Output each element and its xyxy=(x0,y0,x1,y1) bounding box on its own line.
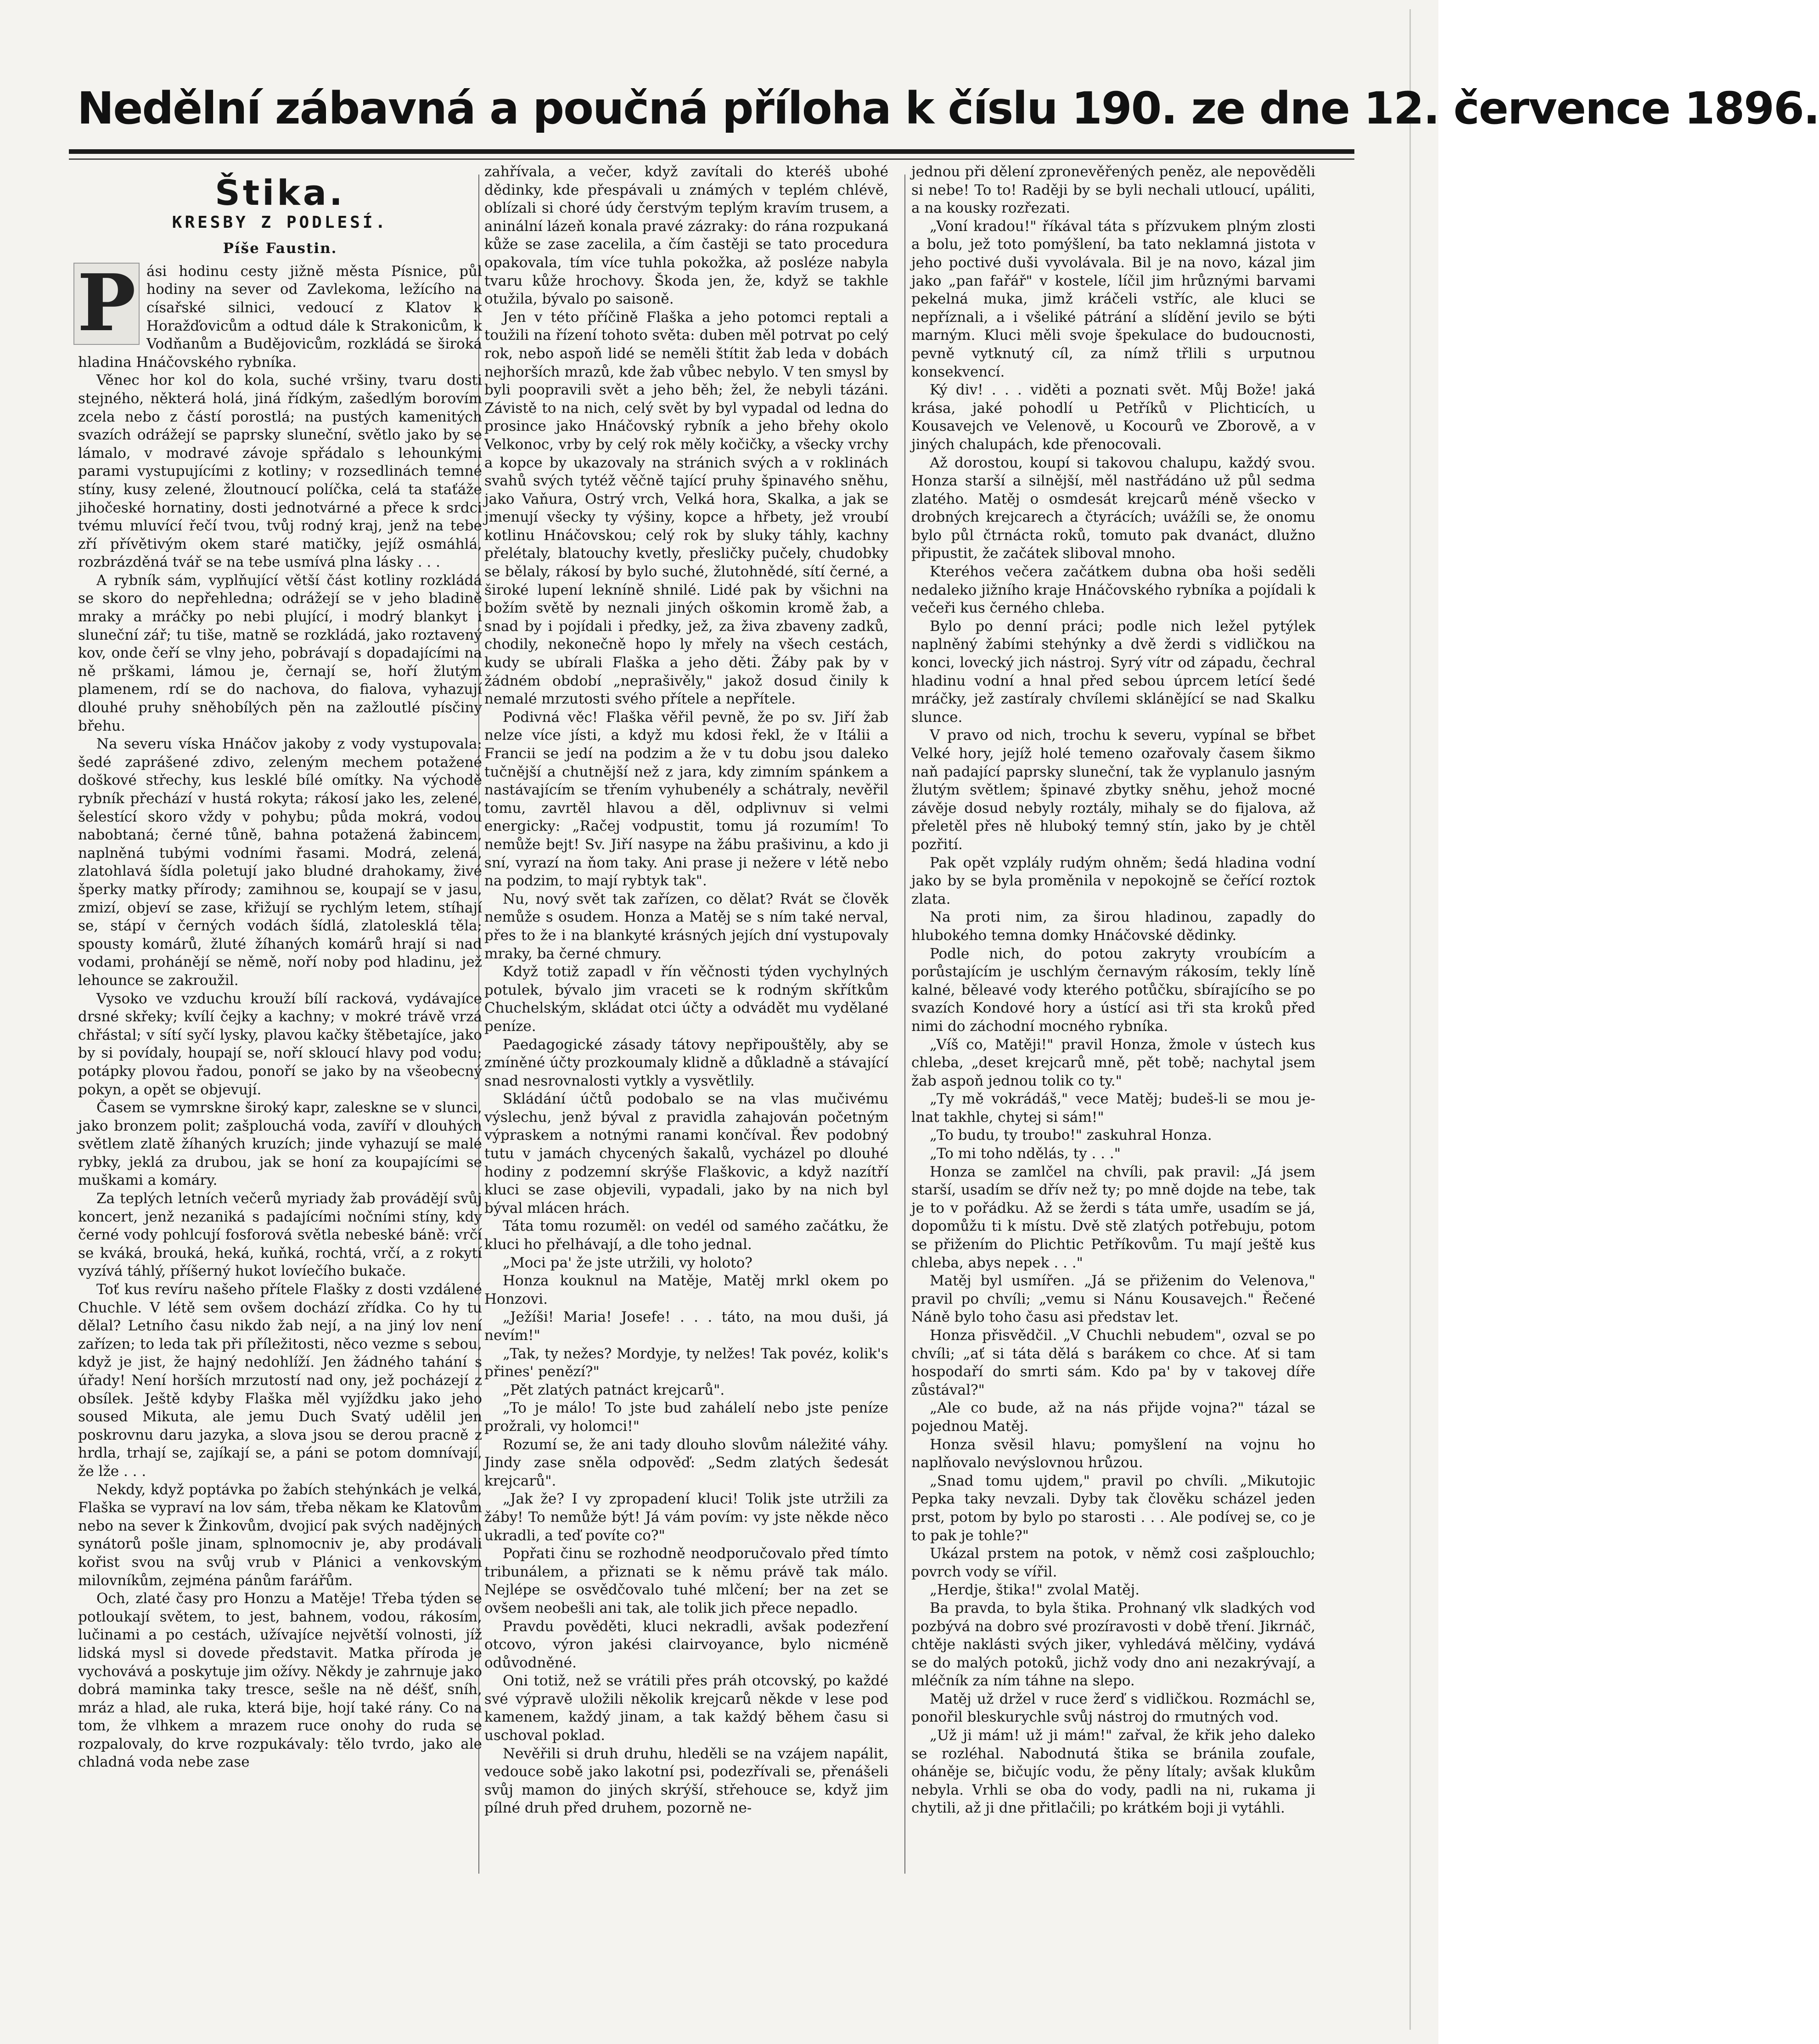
paragraph: Toť kus revíru našeho přítele Flašky z dosti vzdálené Chuchle. V létě sem ovšem dochází zřídka. Co hy tu dělal? Letního času nikdo žab nejí, a na jiný lov není zařízen; to leda tak při příležitosti, něco vezme s sebou, když je jist, že hajný nedohlíží. Jen žádného tahání s úřady! Není horších mrzutostí nad ony, jež pocházejí z obsílek. Ještě kdyby Flaška měl vyjíždku jako jeho soused Mikuta, ale jemu Duch Svatý udělil jen poskrovnu daru jazyka, a slova jsou se derou pracně z hrdla, trhají se, zajíkají se, a páni se potom domnívají, že lže . . . xyxy=(78,1281,482,1480)
paragraph: V pravo od nich, trochu k severu, vypínal se břbet Velké hory, jejíž holé temeno ozařovaly časem šikmo naň padající paprsky sluneční, tak že vyplanulo jasným žlutým světlem; špinavé zbytky sněhu, jehož mocné závěje dosud nebyly roztály, mihaly se do fijalova, až přeletěl přes ně hluboký temný stín, jako by je chtěl pozřití. xyxy=(911,727,1315,853)
paragraph: Skládání účtů podobalo se na vlas mučivému výslechu, jenž býval z pravidla zahajován početným výpraskem a notnými ranami končíval. Řev podobný tutu v jamách chycených šakalů, vycházel po dlouhé hodiny z podzemní skrýše Flaškovic, a když nazítří kluci se zase objevili, vypadali, jako by na nich byl býval mlácen hrách. xyxy=(484,1091,888,1216)
paragraph: Za teplých letních večerů myriady žab provádějí svůj koncert, jenž nezaniká s padajícími nočními stíny, kdy černé vody pohlcují fosforová světla nebeské báně: vrčí se kváká, brouká, heká, kuňká, rochtá, vrčí, a z rokytí vyzívá táhlý, příšerný hukot lovíečího bukače. xyxy=(78,1190,482,1280)
column-divider xyxy=(904,175,905,1874)
paragraph: Matěj už držel v ruce žerď s vidličkou. Rozmáchl se, ponořil bleskurychle svůj nástroj do rmutných vod. xyxy=(911,1690,1315,1726)
paragraph: Až dorostou, koupí si takovou chalupu, každý svou. Honza starší a silnější, měl nastřádáno už půl sedma zlatého. Matěj o osmdesát krejcarů méně všecko v drobných krejcarech a čtyrácích; uvážíli se, že onomu bylo půl čtrnácta roků, tomuto pak dvanáct, dlužno připustit, že začátek sliboval mnoho. xyxy=(911,454,1315,562)
paragraph: „Ale co bude, až na nás přijde vojna?" tázal se pojednou Matěj. xyxy=(911,1400,1315,1435)
page-header: Nedělní zábavná a poučná příloha k číslu 190. ze dne 12. července 1896. xyxy=(77,83,1819,134)
paragraph: Ký div! . . . viděti a poznati svět. Můj Bože! jaká krása, jaké pohodlí u Petříků v Plichticích, u Kousavejch ve Velenově, u Kocourů ve Zborově, a v jiných chalupách, kde přenocovali. xyxy=(911,382,1315,453)
paragraph: Podle nich, do potou zakryty vroubícím a porůstajícím je uschlým černavým rákosím, tekly líně kalné, běleavé vody kterého potůčku, sbírajícího se po svazích Kondové hory a ústící asi tři sta kroků před nimi do záchodní mocného rybníka. xyxy=(911,945,1315,1035)
column-1-text xyxy=(78,263,482,1772)
paragraph: „Moci pa' že jste utržili, vy holoto? xyxy=(503,1254,752,1271)
paragraph: Když totiž zapadl v řín věčnosti týden vychylných potulek, bývalo jim vraceti se k rodným skřítkům Chuchelským, skládat otci účty a odvádět mu vydělané peníze. xyxy=(484,963,888,1035)
paragraph: „Voní kradou!" říkával táta s přízvukem plným zlosti a bolu, jež toto pomýšlení, ba tato neklamná jistota v jeho poctivé duši vyvolávala. Bil je na novo, kázal jim jako „pan fařář" v kostele, líčil jim hrůznými barvami pekelná muka, jimž kráčeli vstříc, ale kluci se nepříznali, a i všeliké pátrání a slídění jevilo se býti marným. Kluci měli svoje špekulace do budoucnosti, pevně vytknutý cíl, za nímž třlili s urputnou konsekvencí. xyxy=(911,218,1315,380)
paragraph: „Herdje, štika!" zvolal Matěj. xyxy=(930,1582,1140,1599)
header-rule-thick xyxy=(69,149,1354,154)
paragraph: Jen v této příčině Flaška a jeho potomci reptali a toužili na řízení tohoto světa: duben měl potrvat po celý rok, nebo aspoň lidé se neměli štítit žab leda v dobách nejhorších mrazů, kde žab vůbec nebylo. V ten smysl by byli poopravili svět a jeho běh; žel, že nebyli tázáni. Závistě to na nich, celý svět by byl vypadal od ledna do prosince jako Hnáčovský rybník a jeho břehy okolo Velkonoc, vrby by celý rok měly kočičky, a všecky vrchy a kopce by ukazovaly na stránich svých a v roklinách svahů svých tytéž věčně tající pruhy špinavého sněhu, jako Vaňura, Ostrý vrch, Velká hora, Skalka, a jak se jmenují všecky ty výšiny, kopce a hřbety, jež vroubí kotlinu Hnáčovskou; celý rok by sluky táhly, kachny přelétaly, blatouchy kvetly, přesličky pučely, chudobky se bělaly, rákosí by bylo suché, žlutohnědé, sítí černé, a široké lupení lekníně shnilé. Lidé pak by všichni na božím světě by neznali jiných oškomin kromě žab, a snad by i pojídali i předky, jež, za živa zbaveny zadků, chodily, nekonečně hopo ly mřely na všech cestách, kudy se ubírali Flaška a jeho děti. Žáby pak by v žádném období „neprašivěly," jakož dosud činily k nemalé mrzutosti svého přítele a nepřítele. xyxy=(484,309,888,708)
paragraph: jednou při dělení zpronevěřených peněz, ale nepověděli si nebe! To to! Raději by se byli nechali utloucí, upáliti, a na kousky rozřezati. xyxy=(911,163,1315,217)
paragraph: Ukázal prstem na potok, v němž cosi zašplouchlo; povrch vody se vířil. xyxy=(911,1545,1315,1580)
paragraph: A rybník sám, vyplňující větší část kotliny rozkládá se skoro do nepřehledna; odrážejí se v jeho bladině mraky a mráčky po nebi plující, i modrý blankyt i sluneční zář; tu tiše, matně se rozkládá, jako roztavený kov, onde čeří se vlny jeho, pobrávají s dopadajícími na ně prškami, lámou je, černají se, hoří žlutým plamenem, rdí se do nachova, do fialova, vyhazují dlouhé pruhy sněhobílých pěn na zažloutlé písčiny břehu. xyxy=(78,572,482,734)
paragraph: Oni totiž, než se vrátili přes práh otcovský, po každé své výpravě uložili několik krejcarů někde v lese pod kamenem, každý jinam, a tak každý během času si uschoval poklad. xyxy=(484,1672,888,1744)
paragraph: Rozumí se, že ani tady dlouho slovům náležité váhy. Jindy zase sněla odpověď: „Sedm zlatých šedesát krejcarů". xyxy=(484,1436,888,1489)
paragraph: „Ježíši! Maria! Josefe! . . . táto, na mou duši, já nevím!" xyxy=(484,1309,888,1344)
paragraph: „To mi toho ndělás, ty . . ." xyxy=(930,1145,1121,1162)
column-2 xyxy=(484,163,888,1818)
paragraph: Bylo po denní práci; podle nich ležel pytýlek naplněný žabími stehýnky a dvě žerdi s vidličkou na konci, lovecký jich nástroj. Syrý vítr od západu, čechral hladinu vodní a hnal před sebou úprcem letící šedé mráčky, jež zastíraly chvílemi sklánějící se nad Skalku slunce. xyxy=(911,618,1315,726)
paragraph: Kteréhos večera začátkem dubna oba hoši seděli nedaleko jižního kraje Hnáčovského rybníka a pojídali k večeři kus černého chleba. xyxy=(911,563,1315,617)
paragraph: ási hodinu cesty jižně města Písnice, půl hodiny na sever od Zavlekoma, ležícího na císařské silnici, vedoucí z Klatov k Horažďovicům a odtud dále k Strakonicům, k Vodňanům a Budějovicům, rozkládá se široká hladina Hnáčovského rybníka. xyxy=(78,263,482,371)
paragraph: Ba pravda, to byla štika. Prohnaný vlk sladkých vod pozbývá na dobro své prozíravosti v době tření. Jikrnáč, chtěje naklásti svých jiker, vyhledává mělčiny, vydává se do malých potoků, jichž vody dno ani nezakrývají, a mléčník za ním táhne na slepo. xyxy=(911,1599,1315,1689)
paragraph: Honza kouknul na Matěje, Matěj mrkl okem po Honzovi. xyxy=(484,1273,888,1307)
paragraph: Na severu víska Hnáčov jakoby z vody vystupovala: šedé zaprášené zdivo, zeleným mechem potažené doškové střechy, kus lesklé bílé omítky. Na východě rybník přechází v hustá rokyta; rákosí jako les, zelené, šelestící skoro vždy v pohybu; půda mokrá, vodou nabobtaná; černé tůně, bahna potažená žabincem, naplněná tubými vodními řasami. Modrá, zelená, zlatohlavá šídla poletují jako bludné drahokamy, živé šperky matky přírody; zamihnou se, koupají se v jasu, zmizí, objeví se zase, křižují se rychlým letem, stíhají se, stápí v černých vodách šídlá, zlatolesklá těla; spousty komárů, žluté žíhaných komárů hrají si nad vodami, prohánějí se němě, noří noby pod hladinu, jež lehounce se zakroužil. xyxy=(78,736,482,989)
paragraph: Nu, nový svět tak zařízen, co dělat? Rvát se člověk nemůže s osudem. Honza a Matěj se s ním také nerval, přes to že i na blankyté krásných jejích dní vystupovaly mraky, ba černé chmury. xyxy=(484,890,888,962)
paragraph: Och, zlaté časy pro Honzu a Matěje! Třeba týden se potloukají světem, to jest, bahnem, vodou, rákosím, lučinami a po cestách, užívajíce největší volnosti, jíž lidská mysl si dovede představit. Matka příroda je vychovává a poskytuje jim ožívy. Někdy je zahrnuje jako dobrá maminka taky tresce, sešle na ně déšť, sníh, mráz a hlad, ale ruka, která bije, hojí také rány. Co na tom, že vlhkem a mrazem ruce onohy do ruda se rozpalovaly, do krve rozpukávaly: tělo tvrdo, jako ale chladná voda nebe zase xyxy=(78,1590,482,1771)
paragraph: Honza svěsil hlavu; pomyšlení na vojnu ho naplňovalo nevýslovnou hrůzou. xyxy=(911,1436,1315,1471)
paragraph: Pak opět vzplály rudým ohněm; šedá hladina vodní jako by se byla proměnila v nepokojně se čeřící roztok zlata. xyxy=(911,854,1315,907)
paragraph: Matěj byl usmířen. „Já se přiženim do Velenova," pravil po chvíli; „vemu si Nánu Kousavejch." Řečené Náně bylo toho času asi představ let. xyxy=(911,1273,1315,1326)
paragraph: Paedagogické zásady tátovy nepřipouštěly, aby se zmíněné účty prozkoumaly klidně a důkladně a stávající snad nesrovnalosti vytkly a vysvětlily. xyxy=(484,1036,888,1089)
paragraph: Vysoko ve vzduchu krouží bílí racková, vydávajíce drsné skřeky; kvílí čejky a kachny; v mokré trávě vrzá chřástal; v sítí syčí lysky, plavou kačky štěbetajíce, jako by si povídaly, houpají se, noří skloucí hlavy pod vodu; potápky plovou řadou, ponoří se jako by na všeobecný pokyn, a opět se objevují. xyxy=(78,990,482,1098)
article-author: Píše Faustin. xyxy=(223,240,337,257)
paragraph: „Už ji mám! už ji mám!" zařval, že křik jeho daleko se rozléhal. Nabodnutá štika se bránila zoufale, oháněje se, bičujíc vodu, že pěny lítaly; avšak klukům nebyla. Vrhli se oba do vody, padli na ni, rukama ji chytili, až ji dne přitlačili; po krátkém boji ji vytáhli. xyxy=(911,1727,1315,1817)
paragraph: Popřati činu se rozhodně neodporučovalo před tímto tribunálem, a přiznati se k němu právě tak málo. Nejlépe se osvědčovalo tuhé mlčení; ber na zet se ovšem neobešli ani tak, ale tolik jich přece nepadlo. xyxy=(484,1545,888,1616)
column-3 xyxy=(911,163,1315,1818)
paragraph: zahřívala, a večer, když zavítali do kteréš ubohé dědinky, kde přespávali u známých v teplém chlévě, oblízali si choré údy čerstvým teplým kravím trusem, a aninální lázeň konala pravé zázraky: do rána rozpukaná kůže se zase zacelila, a čím častěji se tato procedura opakovala, tím více tuhla pokožka, až posléze nabyla tvaru kůže hrochovy. Škoda jen, že, když se takhle otužila, bývalo po saisoně. xyxy=(484,163,888,308)
paragraph: „Jak že? I vy zpropadení kluci! Tolik jste utržili za žáby! To nemůže být! Já vám povím: vy jste někde něco ukradli, a teď povíte co?" xyxy=(484,1491,888,1544)
drop-cap: P xyxy=(73,263,140,345)
paragraph: Pravdu pověděti, kluci nekradli, avšak podezření otcovo, výron jakési clairvoyance, bylo nicméně odůvodněné. xyxy=(484,1618,888,1671)
article-title: Štika. xyxy=(215,172,345,213)
paragraph: „Víš co, Matěji!" pravil Honza, žmole v ústech kus chleba, „deset krejcarů mně, pět tobě; nachytal jsem žab aspoň jednou tolik co ty." xyxy=(911,1036,1315,1089)
paragraph: Podivná věc! Flaška věřil pevně, že po sv. Jiří žab nelze více jísti, a když mu kdosi řekl, že v Itálii a Francii se jedí na podzim a že v tu dobu jsou daleko tučnější a chutnější než z jara, kdy zimním spánkem a nastávajícím se třením vyhubenély a schátraly, nevěřil tomu, zavrtěl hlavou a děl, odplivnuv si velmi energicky: „Račej vodpustit, tomu já rozumím! To nemůže bejt! Sv. Jiří nasype na žábu prašivinu, a kdo ji sní, vyrazí na ňom taky. Ani prase ji nežere v létě nebo na podzim, to mají rybtyk tak". xyxy=(484,709,888,890)
paragraph: Nevěřili si druh druhu, hleděli se na vzájem napálit, vedouce sobě jako lakotní psi, podezřívali se, přenášeli svůj mamon do jiných skrýší, střehouce se, když jim pílné druh před druhem, pozorně ne- xyxy=(484,1745,888,1817)
paragraph: „To je málo! To jste bud zahálelí nebo jste peníze prožrali, vy holomci!" xyxy=(484,1400,888,1435)
paragraph: „Tak, ty nežes? Mordyje, ty nelžes! Tak povéz, kolik's přines' penězí?" xyxy=(484,1345,888,1380)
article-subtitle: KRESBY Z PODLESÍ. xyxy=(172,213,388,232)
paragraph: Časem se vymrskne široký kapr, zaleskne se v slunci, jako bronzem polit; zašplouchá voda, zavíří v dlouhých světlem zlatě žíhaných kruzích; jinde vyhazují se malé rybky, jeklá za drubou, jak se honí za koupajícími se muškami a komáry. xyxy=(78,1099,482,1189)
header-rule-thin xyxy=(69,158,1354,160)
paragraph: „Pět zlatých patnáct krejcarů". xyxy=(503,1381,725,1398)
paragraph: Na proti nim, za širou hladinou, zapadly do hlubokého temna domky Hnáčovské dědinky. xyxy=(911,909,1315,944)
paragraph: „Snad tomu ujdem," pravil po chvíli. „Mikutojic Pepka taky nevzali. Dyby tak člověku scházel jeden prst, potom by bylo po starosti . . . Ale podívej se, co je to pak je tohle?" xyxy=(911,1472,1315,1544)
column-1 xyxy=(77,172,482,1772)
paragraph: Honza přisvědčil. „V Chuchli nebudem", ozval se po chvíli; „ať si táta dělá s barákem co chce. Ať si tam hospodaří do smrti sám. Kdo pa' by v takovej díře zůstával?" xyxy=(911,1327,1315,1398)
paragraph: Nekdy, když poptávka po žabích stehýnkách je velká, Flaška se vypraví na lov sám, třeba někam ke Klatovům nebo na sever k Žinkovům, dvojicí pak svých nadějných synátorů pošle jinam, splnomocniv je, aby prodávali kořist svou na svůj vrub v Plánici a venkovským milovníkům, zejména pánům farářům. xyxy=(78,1481,482,1589)
column-2-text xyxy=(484,163,888,1818)
column-3-text xyxy=(911,163,1315,1818)
paragraph: Honza se zamlčel na chvíli, pak pravil: „Já jsem starší, usadím se dřív než ty; po mně dojde na tebe, tak je to v pořádku. Až se žerdi s táta umře, usadím se já, dopomůžu ti k místu. Dvě stě zlatých potřebuju, potom se přižením do Plichtic Petříkovům. Tu mají ještě kus chleba, abys nepek . . ." xyxy=(911,1163,1315,1271)
paragraph: „To budu, ty troubo!" zaskuhral Honza. xyxy=(930,1127,1212,1144)
paragraph: „Ty mě vokrádáš," vece Matěj; budeš-li se mou je-lnat takhle, chytej si sám!" xyxy=(911,1091,1315,1126)
paragraph: Táta tomu rozuměl: on vedél od samého začátku, že kluci ho přelhávají, a dle toho jednal. xyxy=(484,1218,888,1253)
paragraph: Věnec hor kol do kola, suché vršiny, tvaru dosti stejného, některá holá, jiná řídkým, zašedlým borovím zcela nebo z částí porostlá; na pustých kamenitých svazích odrážejí se paprsky sluneční, světlo jako by se lámalo, v modravé závoje spřádalo s lehounkými parami vystupujícími z kotliny; v rozsedlinách temné stíny, kusy zelené, žloutnoucí políčka, celá ta staťáže jihočeské hornatiny, dosti jednotvárné a přece k srdci tvému mluvící řečí tvou, tvůj rodný kraj, jenž na tebe zří přívětivým okem staré matičky, jejíž osmáhlá, rozbrázděná tvář se na tebe usmívá plna lásky . . . xyxy=(78,372,482,571)
